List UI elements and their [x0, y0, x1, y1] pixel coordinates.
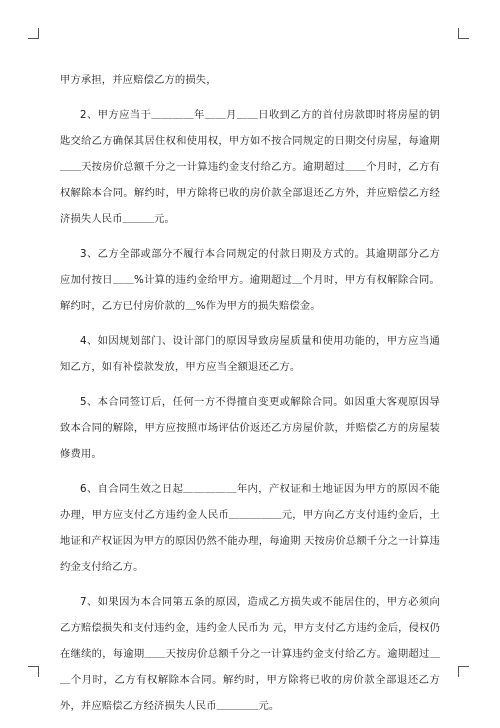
- crop-mark-top-left: [28, 28, 39, 39]
- crop-mark-top-right: [458, 28, 469, 39]
- paragraph-clause-3: 3、乙方全部或部分不履行本合同规定的付款日期及方式的。其逾期部分乙方应加付按日＿＿%计算的违约金给甲方。逾期超过＿个月时，甲方有权解除合同。解约时，乙方已付房价款的＿%作为甲方的损失赔偿金。: [60, 248, 440, 312]
- document-body: [60, 67, 440, 728]
- paragraph-continuation: 甲方承担，并应赔偿乙方的损失，: [60, 74, 217, 86]
- paragraph-clause-7: 7、如果因为本合同第五条的原因，造成乙方损失或不能居住的，甲方必须向乙方赔偿损失和支付违约金，违约金人民币为 元，甲方支付乙方违约金后，侵权仍在继续的，每逾期＿＿天按房价总额千分之一计算违约金支付给乙方。逾期超过＿＿个月时，乙方有权解除本合同。解约时，甲方除将已收的房价款全部退还乙方外，并应赔偿乙方经济损失人民币＿＿＿＿元。: [60, 596, 440, 712]
- paragraph-clause-4: 4、如因规划部门、设计部门的原因导致房屋质量和使用功能的，甲方应当通知乙方，如有补偿款发放，甲方应当全额退还乙方。: [60, 335, 440, 373]
- crop-mark-bottom-left: [28, 666, 39, 677]
- crop-mark-bottom-right: [458, 666, 469, 677]
- paragraph-clause-5: 5、本合同签订后，任何一方不得擅自变更或解除合同。如因重大客观原因导致本合同的解除，甲方应按照市场评估价返还乙方房屋价款，并赔偿乙方的房屋装修费用。: [60, 396, 440, 460]
- paragraph-clause-6: 6、自合同生效之日起＿＿＿＿＿年内，产权证和土地证因为甲方的原因不能办理，甲方应支付乙方违约金人民币＿＿＿＿＿元，甲方向乙方支付违约金后，土地证和产权证因为甲方的原因仍然不能办理，每逾期 天按房价总额千分之一计算违约金支付给乙方。: [60, 483, 440, 573]
- paragraph-clause-2: 2、甲方应当于＿＿＿＿年＿＿月＿＿日收到乙方的首付房款即时将房屋的钥匙交给乙方确保其居住权和使用权，甲方如不按合同规定的日期交付房屋，每逾期＿＿天按房价总额千分之一计算违约金支付给乙方。逾期超过＿＿个月时，乙方有权解除本合同。解约时，甲方除将已收的房价款全部退还乙方外，并应赔偿乙方经济损失人民币＿＿＿元。: [60, 109, 440, 225]
